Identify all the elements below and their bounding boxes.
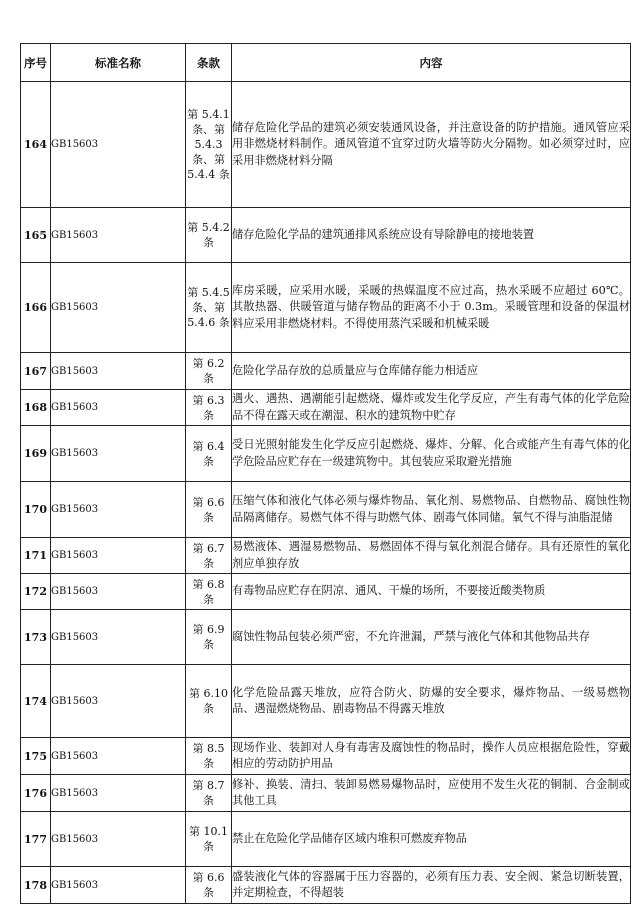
row-no: 164 bbox=[21, 82, 51, 208]
row-clause: 第 6.9 条 bbox=[186, 610, 232, 665]
row-std: GB15603 bbox=[51, 775, 186, 812]
table-row bbox=[21, 263, 631, 353]
standards-table bbox=[20, 43, 631, 904]
row-std: GB15603 bbox=[51, 610, 186, 665]
row-no: 172 bbox=[21, 574, 51, 610]
row-clause: 第 5.4.1 条、第 5.4.3 条、第 5.4.4 条 bbox=[186, 82, 232, 208]
table-row bbox=[21, 574, 631, 610]
row-no: 173 bbox=[21, 610, 51, 665]
row-content: 盛装液化气体的容器属于压力容器的，必须有压力表、安全阀、紧急切断装置，并定期检查，不得超装 bbox=[232, 867, 631, 904]
row-std: GB15603 bbox=[51, 812, 186, 867]
row-content: 有毒物品应贮存在阴凉、通风、干燥的场所，不要接近酸类物质 bbox=[232, 574, 631, 610]
row-no: 178 bbox=[21, 867, 51, 904]
row-std: GB15603 bbox=[51, 426, 186, 482]
row-no: 169 bbox=[21, 426, 51, 482]
row-content: 化学危险品露天堆放，应符合防火、防爆的安全要求，爆炸物品、一级易燃物品、遇湿燃烧物品、剧毒物品不得露天堆放 bbox=[232, 665, 631, 738]
row-clause: 第 5.4.5 条、第 5.4.6 条 bbox=[186, 263, 232, 353]
row-std: GB15603 bbox=[51, 665, 186, 738]
header-clause: 条款 bbox=[186, 44, 232, 82]
row-content: 禁止在危险化学品储存区域内堆积可燃废弃物品 bbox=[232, 812, 631, 867]
header-no: 序号 bbox=[21, 44, 51, 82]
table-row bbox=[21, 208, 631, 263]
row-content: 易燃液体、遇湿易燃物品、易燃固体不得与氧化剂混合储存。具有还原性的氧化剂应单独存放 bbox=[232, 538, 631, 574]
row-clause: 第 5.4.2 条 bbox=[186, 208, 232, 263]
row-no: 176 bbox=[21, 775, 51, 812]
row-no: 170 bbox=[21, 482, 51, 538]
header-row bbox=[21, 44, 631, 82]
table-row bbox=[21, 812, 631, 867]
table-row bbox=[21, 390, 631, 426]
row-clause: 第 8.5 条 bbox=[186, 738, 232, 775]
row-content: 腐蚀性物品包装必须严密，不允许泄漏，严禁与液化气体和其他物品共存 bbox=[232, 610, 631, 665]
row-no: 165 bbox=[21, 208, 51, 263]
header-content: 内容 bbox=[232, 44, 631, 82]
row-content: 储存危险化学品的建筑通排风系统应设有导除静电的接地装置 bbox=[232, 208, 631, 263]
row-clause: 第 8.7 条 bbox=[186, 775, 232, 812]
row-content: 储存危险化学品的建筑必须安装通风设备，并注意设备的防护措施。通风管应采用非燃烧材料制作。通风管道不宜穿过防火墙等防火分隔物。如必须穿过时，应采用非燃烧材料分隔 bbox=[232, 82, 631, 208]
row-clause: 第 6.8 条 bbox=[186, 574, 232, 610]
row-std: GB15603 bbox=[51, 208, 186, 263]
table-row bbox=[21, 482, 631, 538]
row-clause: 第 6.3 条 bbox=[186, 390, 232, 426]
row-std: GB15603 bbox=[51, 353, 186, 390]
row-no: 177 bbox=[21, 812, 51, 867]
row-std: GB15603 bbox=[51, 867, 186, 904]
row-content: 危险化学品存放的总质量应与仓库储存能力相适应 bbox=[232, 353, 631, 390]
table-row bbox=[21, 82, 631, 208]
header-std-name: 标准名称 bbox=[51, 44, 186, 82]
table-row bbox=[21, 665, 631, 738]
row-content: 受日光照射能发生化学反应引起燃烧、爆炸、分解、化合或能产生有毒气体的化学危险品应贮存在一级建筑物中。其包装应采取避光措施 bbox=[232, 426, 631, 482]
row-content: 遇火、遇热、遇潮能引起燃烧、爆炸或发生化学反应，产生有毒气体的化学危险品不得在露天或在潮湿、积水的建筑物中贮存 bbox=[232, 390, 631, 426]
row-clause: 第 10.1 条 bbox=[186, 812, 232, 867]
row-std: GB15603 bbox=[51, 482, 186, 538]
table-row bbox=[21, 538, 631, 574]
table-row bbox=[21, 738, 631, 775]
row-content: 修补、换装、清扫、装卸易燃易爆物品时，应使用不发生火花的铜制、合金制或其他工具 bbox=[232, 775, 631, 812]
row-std: GB15603 bbox=[51, 738, 186, 775]
row-content: 库房采暖，应采用水暖，采暖的热媒温度不应过高，热水采暖不应超过 60℃。其散热器、供暖管道与储存物品的距离不小于 0.3m。采暖管理和设备的保温材料应采用非燃烧材料。不得使用蒸汽采暖和机械采暖 bbox=[232, 263, 631, 353]
row-no: 167 bbox=[21, 353, 51, 390]
row-no: 175 bbox=[21, 738, 51, 775]
row-content: 压缩气体和液化气体必须与爆炸物品、氧化剂、易燃物品、自燃物品、腐蚀性物品隔离储存。易燃气体不得与助燃气体、剧毒气体同储。氧气不得与油脂混储 bbox=[232, 482, 631, 538]
row-std: GB15603 bbox=[51, 263, 186, 353]
row-clause: 第 6.2 条 bbox=[186, 353, 232, 390]
row-clause: 第 6.10 条 bbox=[186, 665, 232, 738]
table-row bbox=[21, 867, 631, 904]
table-row bbox=[21, 353, 631, 390]
row-no: 171 bbox=[21, 538, 51, 574]
row-std: GB15603 bbox=[51, 390, 186, 426]
row-no: 174 bbox=[21, 665, 51, 738]
row-clause: 第 6.6 条 bbox=[186, 867, 232, 904]
row-clause: 第 6.4 条 bbox=[186, 426, 232, 482]
row-clause: 第 6.7 条 bbox=[186, 538, 232, 574]
row-no: 166 bbox=[21, 263, 51, 353]
row-clause: 第 6.6 条 bbox=[186, 482, 232, 538]
row-std: GB15603 bbox=[51, 574, 186, 610]
row-content: 现场作业、装卸对人身有毒害及腐蚀性的物品时，操作人员应根据危险性，穿戴相应的劳动防护用品 bbox=[232, 738, 631, 775]
table-row bbox=[21, 775, 631, 812]
table-row bbox=[21, 610, 631, 665]
row-std: GB15603 bbox=[51, 82, 186, 208]
row-std: GB15603 bbox=[51, 538, 186, 574]
row-no: 168 bbox=[21, 390, 51, 426]
table-row bbox=[21, 426, 631, 482]
